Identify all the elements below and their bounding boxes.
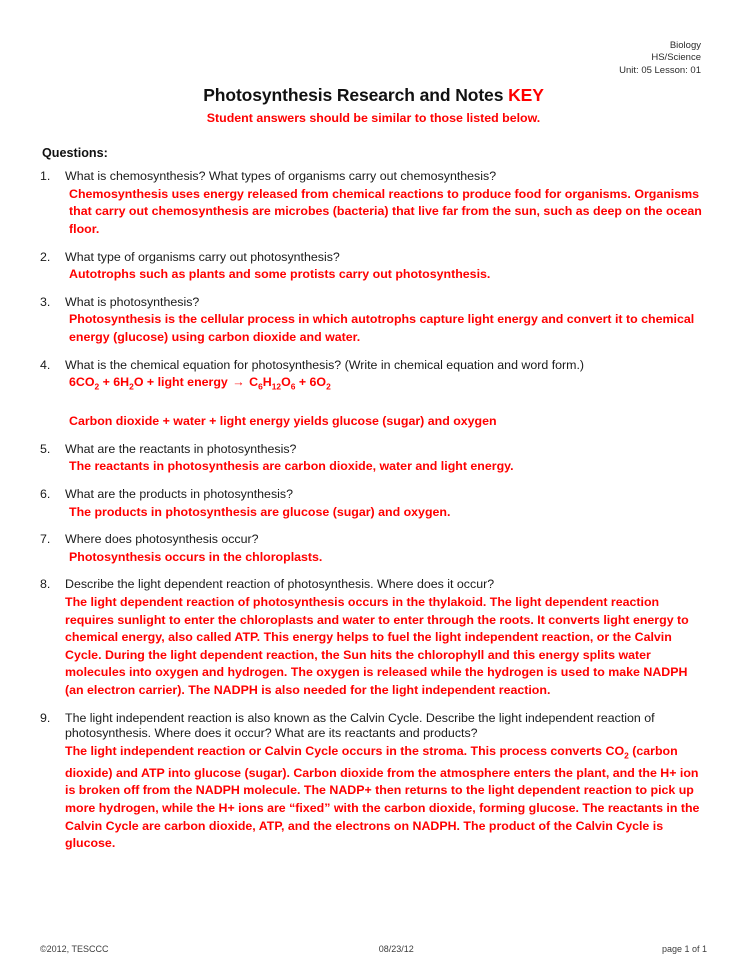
list-item bbox=[40, 295, 707, 347]
question-number: 8. bbox=[40, 577, 51, 592]
answer-text: Autotrophs such as plants and some protists carry out photosynthesis. bbox=[69, 267, 491, 282]
eq-part-a: 6CO bbox=[69, 375, 95, 390]
question-number: 1. bbox=[40, 169, 51, 184]
answer-part-1: The light independent reaction or Calvin Cycle occurs in the stroma. This process converts CO bbox=[65, 743, 625, 758]
answer-part-2: (carbon dioxide) and ATP into glucose (sugar). Carbon dioxide from the atmosphere enters the plant, and the H+ ion is broken off from the NADPH molecule. The NADP+ then returns to the light dependent reaction to pick up more hydrogen, while the H+ ions are “fixed” with the carbon dioxide, forming glucose. The reactants in the Calvin Cycle are carbon dioxide, ATP, and the electrons on NADPH. The product of the Calvin Cycle is glucose. bbox=[65, 743, 700, 851]
answer-text: Photosynthesis is the cellular process in which autotrophs capture light energy and convert it to chemical energy (glucose) using carbon dioxide and water. bbox=[69, 312, 695, 344]
document-footer bbox=[40, 944, 707, 954]
document-header bbox=[40, 40, 701, 77]
answer-text: The products in photosynthesis are glucose (sugar) and oxygen. bbox=[69, 504, 451, 519]
answer-text: The light dependent reaction of photosynthesis occurs in the thylakoid. The light dependent reaction requires sunlight to enter the chloroplasts and water to enter through the roots. It converts light energy to chemical energy, also called ATP. This energy helps to fuel the light independent reaction, or the Calvin Cycle. During the light dependent reaction, the Sun hits the chlorophyll and this energy splits water molecules into oxygen and hydrogen. The oxygen is released while the hydrogen is used to make NADPH (an electron carrier). The NADPH is also needed for the light independent reaction. bbox=[65, 594, 689, 697]
eq-sub-f: 6 bbox=[290, 381, 296, 392]
questions-heading: Questions: bbox=[42, 146, 108, 161]
list-item bbox=[40, 487, 707, 521]
eq-part-c: O + light energy bbox=[133, 375, 232, 390]
question-text: What type of organisms carry out photosynthesis? bbox=[65, 249, 340, 264]
header-level: HS/Science bbox=[651, 52, 701, 64]
page-title-main: Photosynthesis Research and Notes bbox=[203, 85, 509, 106]
question-text: What are the products in photosynthesis? bbox=[65, 487, 293, 501]
footer-date: 08/23/12 bbox=[378, 944, 414, 954]
answer-word-form: Carbon dioxide + water + light energy yields glucose (sugar) and oxygen bbox=[69, 414, 497, 429]
list-item bbox=[40, 577, 707, 699]
header-unit-lesson: Unit: 05 Lesson: 01 bbox=[619, 64, 701, 76]
question-number: 3. bbox=[40, 294, 51, 309]
eq-sub-e: 12 bbox=[271, 381, 282, 392]
list-item bbox=[40, 442, 707, 476]
eq-sub-b: 2 bbox=[129, 381, 134, 392]
question-text: Where does photosynthesis occur? bbox=[65, 532, 259, 547]
eq-sub-a: 2 bbox=[94, 381, 100, 392]
question-number: 5. bbox=[40, 441, 51, 456]
list-item bbox=[40, 532, 707, 566]
list-item bbox=[40, 358, 707, 431]
answer-text bbox=[65, 743, 707, 853]
question-text: The light independent reaction is also known as the Calvin Cycle. Describe the light independent reaction of photosynthesis. Where does it occur? What are its reactants and products? bbox=[65, 710, 655, 741]
reaction-arrow-icon: → bbox=[232, 375, 245, 390]
list-item bbox=[40, 250, 707, 284]
eq-part-f: O bbox=[281, 375, 291, 390]
list-item bbox=[40, 169, 707, 238]
eq-part-g: + 6O bbox=[295, 375, 327, 390]
eq-sub-g: 2 bbox=[326, 381, 331, 392]
answer-text: The reactants in photosynthesis are carbon dioxide, water and light energy. bbox=[69, 459, 514, 474]
page-title bbox=[40, 85, 707, 106]
answer-text: Photosynthesis occurs in the chloroplasts. bbox=[69, 549, 323, 564]
header-subject: Biology bbox=[669, 40, 701, 51]
question-number: 2. bbox=[40, 249, 51, 264]
question-number: 6. bbox=[40, 487, 51, 501]
page-title-key: KEY bbox=[508, 85, 544, 106]
list-item bbox=[40, 711, 707, 853]
question-number: 7. bbox=[40, 532, 51, 547]
page-subtitle: Student answers should be similar to those listed below. bbox=[206, 111, 541, 126]
footer-page-number: page 1 of 1 bbox=[661, 944, 707, 954]
question-text: What is photosynthesis? bbox=[65, 294, 200, 309]
question-text: Describe the light dependent reaction of photosynthesis. Where does it occur? bbox=[65, 577, 495, 592]
question-text: What is the chemical equation for photosynthesis? (Write in chemical equation and word form.) bbox=[65, 357, 585, 372]
answer-subscript: 2 bbox=[624, 750, 629, 761]
eq-part-d: C bbox=[245, 375, 259, 390]
answer-text: Chemosynthesis uses energy released from chemical reactions to produce food for organisms. Organisms that carry out chemosynthesis are microbes (bacteria) that live far from the sun, such as deep on the ocean floor. bbox=[69, 186, 702, 236]
question-text: What are the reactants in photosynthesis? bbox=[65, 441, 297, 456]
question-number: 4. bbox=[40, 357, 51, 372]
eq-sub-d: 6 bbox=[258, 381, 263, 392]
footer-copyright: ©2012, TESCCC bbox=[40, 944, 109, 954]
question-number: 9. bbox=[40, 710, 51, 725]
eq-part-b: + 6H bbox=[99, 375, 130, 390]
eq-part-e: H bbox=[262, 375, 272, 390]
question-text: What is chemosynthesis? What types of organisms carry out chemosynthesis? bbox=[65, 169, 497, 184]
answer-chemical-equation bbox=[65, 374, 707, 396]
questions-list bbox=[40, 169, 707, 853]
